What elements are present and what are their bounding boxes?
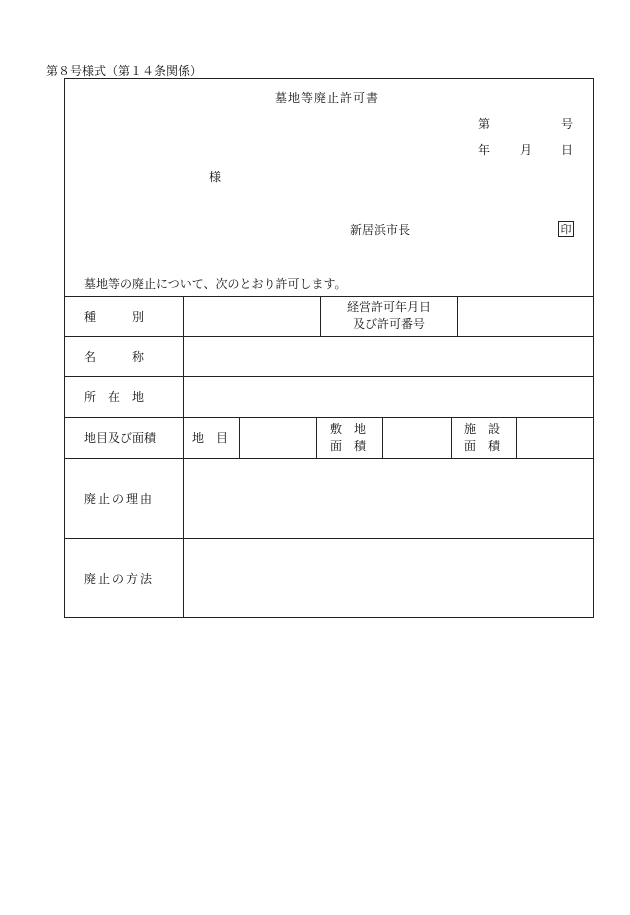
column-divider [451, 417, 452, 458]
location-value[interactable] [184, 377, 594, 417]
date-day: 日 [561, 143, 574, 157]
number-suffix: 号 [561, 117, 574, 131]
method-label: 廃止の方法 [84, 571, 155, 586]
facility-area-label-line-1: 施 設 [464, 421, 501, 436]
site-area-label-line-1: 敷 地 [330, 421, 367, 436]
number-prefix: 第 [478, 117, 491, 131]
facility-area-label [464, 417, 500, 458]
land-category-label: 地 目 [192, 431, 229, 445]
method-value[interactable] [184, 539, 594, 618]
permit-label-line-1: 経営許可年月日 [346, 300, 431, 314]
site-area-label [330, 417, 366, 458]
facility-area-label-line-2: 面 積 [464, 438, 501, 453]
facility-area-value[interactable] [517, 418, 594, 458]
addressee-suffix: 様 [209, 170, 222, 184]
document-title: 墓地等廃止許可書 [275, 91, 380, 105]
permit-date-number-label [321, 296, 457, 336]
site-area-label-line-2: 面 積 [330, 438, 367, 453]
type-label: 種 別 [84, 309, 145, 324]
column-divider [316, 417, 317, 458]
land-area-label: 地目及び面積 [84, 431, 157, 445]
type-value[interactable] [184, 297, 320, 336]
form-number: 第８号様式（第１４条関係） [46, 64, 203, 78]
permit-label-line-2: 及び許可番号 [352, 317, 425, 331]
permit-statement: 墓地等の廃止について、次のとおり許可します。 [84, 277, 347, 291]
permit-date-number-value[interactable] [458, 297, 594, 336]
reason-label: 廃止の理由 [84, 491, 155, 506]
issuer-name: 新居浜市長 [350, 223, 411, 237]
site-area-value[interactable] [383, 418, 451, 458]
date-month: 月 [520, 143, 533, 157]
location-label: 所 在 地 [84, 390, 145, 404]
date-year: 年 [478, 143, 491, 157]
seal-mark: 印 [558, 221, 574, 237]
reason-value[interactable] [184, 459, 594, 538]
name-value[interactable] [184, 337, 594, 376]
name-label: 名 称 [84, 349, 145, 364]
land-category-value[interactable] [240, 418, 316, 458]
